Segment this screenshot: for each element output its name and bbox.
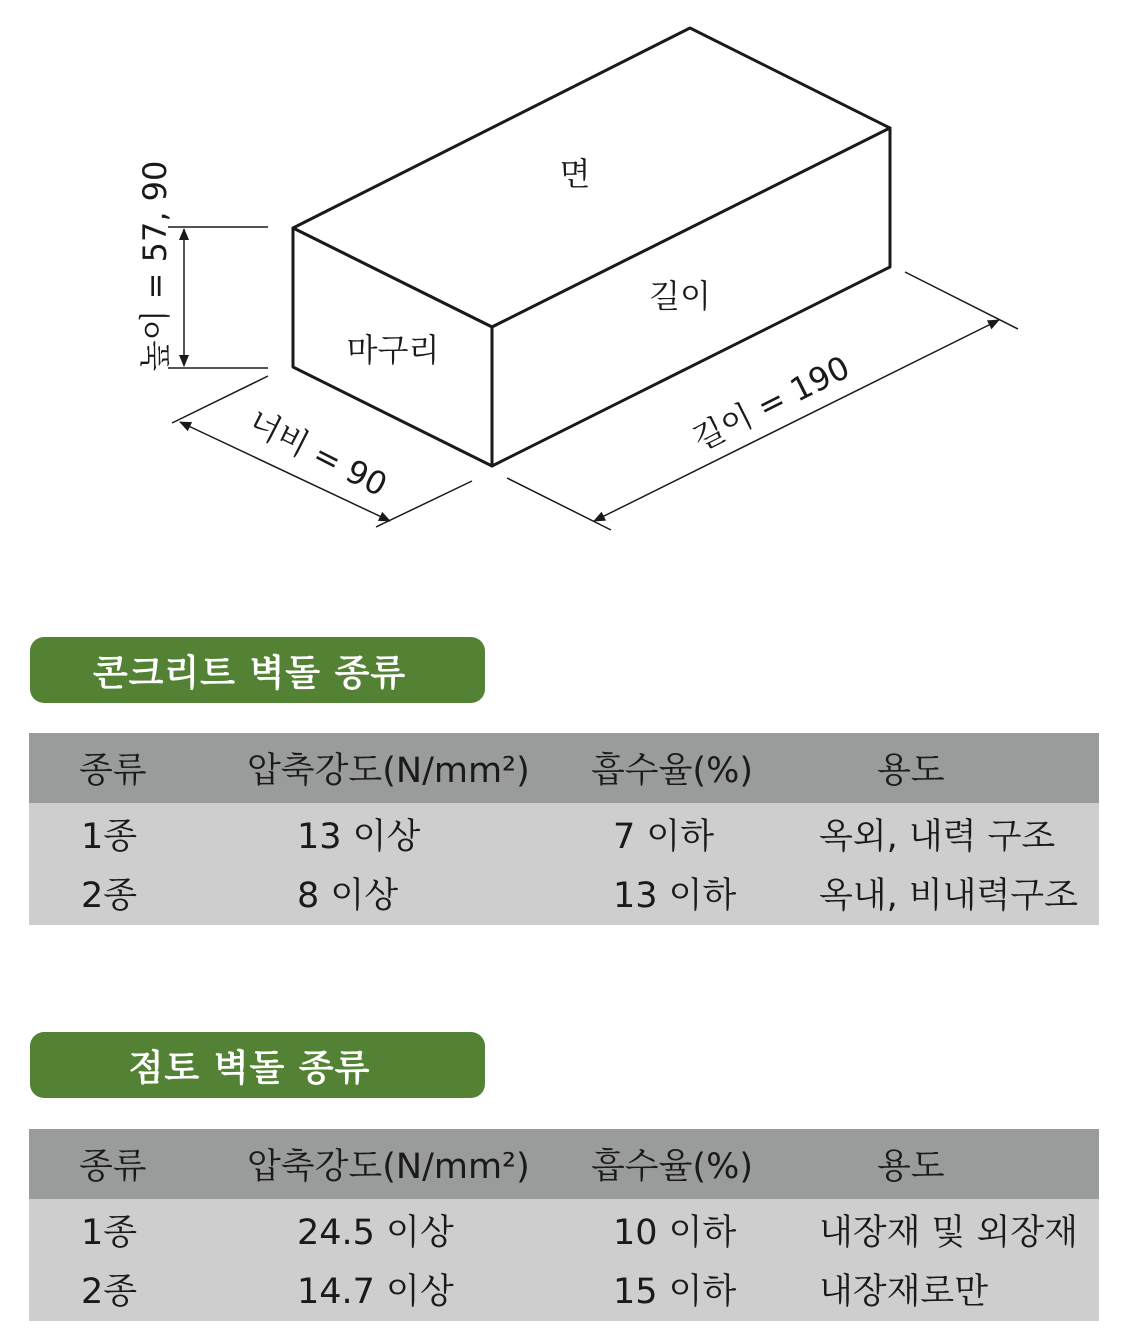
concrete-section-title (30, 637, 485, 703)
cell-usage: 내장재로만 (819, 1271, 989, 1312)
top-face-label: 면 (559, 155, 591, 193)
width-extension-right (376, 481, 472, 527)
cell-absorption: 15 이하 (613, 1271, 737, 1312)
side-face-label: 길이 (649, 277, 711, 315)
cell-type: 1종 (81, 816, 138, 857)
cell-type: 2종 (81, 1271, 138, 1312)
cell-type: 1종 (81, 1212, 138, 1253)
header-usage: 용도 (877, 751, 945, 791)
brick-diagram (0, 0, 1131, 560)
table-body (29, 803, 1099, 925)
clay-spec-table (29, 1129, 1099, 1321)
cell-strength: 14.7 이상 (297, 1271, 454, 1312)
width-label: 너비 = 90 (242, 402, 394, 505)
header-type: 종류 (79, 751, 147, 791)
table-header-row (29, 733, 1099, 803)
length-label: 길이 = 190 (686, 348, 856, 459)
length-extension-left (507, 478, 611, 530)
table-row (29, 1260, 1099, 1317)
cell-strength: 13 이상 (297, 816, 421, 857)
header-compressive-strength: 압축강도(N/mm²) (247, 751, 530, 791)
table-body (29, 1199, 1099, 1321)
clay-section-title (30, 1032, 485, 1098)
cell-strength: 8 이상 (297, 875, 399, 916)
header-type: 종류 (79, 1147, 147, 1187)
header-compressive-strength: 압축강도(N/mm²) (247, 1147, 530, 1187)
cell-usage: 옥내, 비내력구조 (819, 875, 1078, 916)
header-absorption: 흡수율(%) (591, 751, 753, 791)
table-row (29, 1199, 1099, 1260)
cell-usage: 내장재 및 외장재 (819, 1212, 1078, 1253)
concrete-section-title-text: 콘크리트 벽돌 종류 (92, 652, 407, 694)
clay-section-title-text: 점토 벽돌 종류 (128, 1047, 371, 1089)
height-label: 높이 = 57, 90 (136, 160, 174, 372)
end-face-label: 마구리 (346, 331, 440, 369)
cell-absorption: 7 이하 (613, 816, 715, 857)
cell-absorption: 10 이하 (613, 1212, 737, 1253)
concrete-spec-table (29, 733, 1099, 925)
cell-type: 2종 (81, 875, 138, 916)
cell-absorption: 13 이하 (613, 875, 737, 916)
cell-usage: 옥외, 내력 구조 (819, 816, 1056, 857)
length-extension-right (905, 272, 1018, 329)
cell-strength: 24.5 이상 (297, 1212, 454, 1253)
header-usage: 용도 (877, 1147, 945, 1187)
header-absorption: 흡수율(%) (591, 1147, 753, 1187)
table-header-row (29, 1129, 1099, 1199)
table-row (29, 803, 1099, 864)
table-row (29, 864, 1099, 921)
